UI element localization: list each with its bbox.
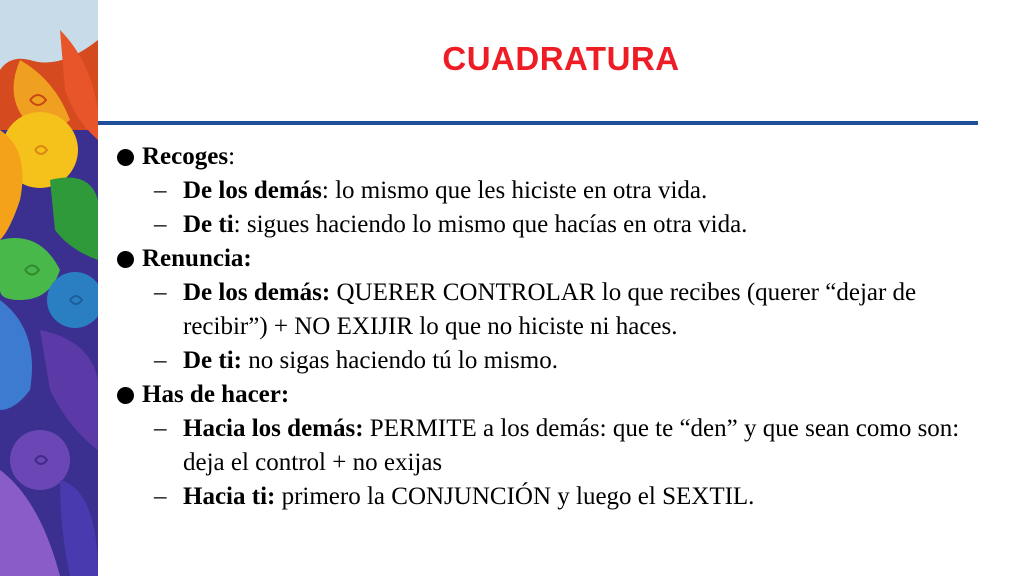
dash-icon: –	[154, 279, 167, 306]
bullet-label: Renuncia:	[142, 245, 252, 272]
sub-item-text: primero la CONJUNCIÓN y luego el SEXTIL.	[275, 483, 755, 510]
sub-item	[112, 174, 992, 208]
sub-item-text: no sigas haciendo tú lo mismo.	[242, 347, 558, 374]
title-divider	[98, 121, 978, 125]
sub-item-bold: De los demás:	[183, 279, 331, 306]
bullet-recoges	[112, 140, 992, 174]
bullet-label-rest: :	[228, 143, 236, 170]
dash-icon: –	[154, 483, 167, 510]
dash-icon: –	[154, 177, 167, 204]
dash-icon: –	[154, 211, 167, 238]
bullet-has-de-hacer	[112, 378, 992, 412]
bullet-dot-icon	[117, 149, 134, 166]
sub-item-bold: De ti	[183, 211, 234, 238]
sub-item-bold: De los demás	[183, 177, 322, 204]
sub-item-text: : lo mismo que les hiciste en otra vida.	[321, 177, 708, 204]
sub-item	[112, 344, 992, 378]
sub-item-text: QUERER CONTROLAR lo que recibes (querer “dejar de recibir”) + NO EXIJIR lo que no hiciste ni haces.	[183, 279, 917, 340]
bullet-label: Recoges	[142, 143, 229, 170]
sub-item	[112, 412, 992, 480]
mandala-art	[0, 0, 98, 576]
slide-title: CUADRATURA	[442, 40, 680, 77]
sub-item-text: PERMITE a los demás: que te “den” y que sean como son: deja el control + no exijas	[183, 415, 960, 476]
bullet-dot-icon	[117, 251, 134, 268]
sub-item	[112, 208, 992, 242]
dash-icon: –	[154, 415, 167, 442]
sub-item	[112, 276, 992, 344]
sub-item-text: : sigues haciendo lo mismo que hacías en otra vida.	[233, 211, 748, 238]
sub-item-bold: Hacia los demás:	[183, 415, 364, 442]
slide-content	[112, 140, 992, 514]
dash-icon: –	[154, 347, 167, 374]
bullet-label: Has de hacer:	[142, 381, 290, 408]
bullet-dot-icon	[117, 387, 134, 404]
sub-item	[112, 480, 992, 514]
sub-item-bold: Hacia ti:	[183, 483, 276, 510]
sub-item-bold: De ti:	[183, 347, 242, 374]
bullet-renuncia	[112, 242, 992, 276]
